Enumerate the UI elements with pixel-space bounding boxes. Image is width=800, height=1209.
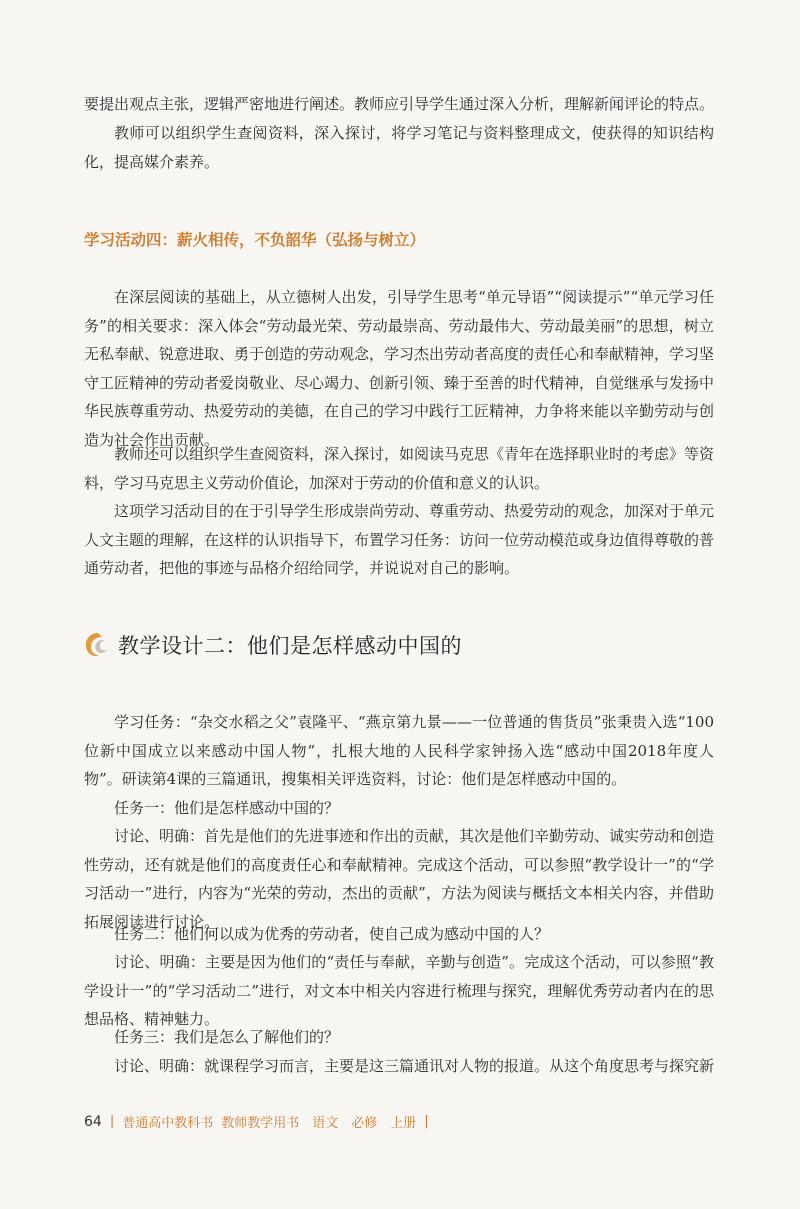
page-footer <box>84 1112 429 1131</box>
intro-paragraph-2: 教师可以组织学生查阅资料，深入探讨，将学习笔记与资料整理成文，使获得的知识结构化，提高媒介素养。 <box>84 124 714 171</box>
page-number: 64 <box>84 1113 102 1130</box>
activity-four-heading: 学习活动四：薪火相传，不负韶华（弘扬与树立） <box>84 231 426 249</box>
footer-separator-end: | <box>424 1114 429 1129</box>
task-one-question: 任务一：他们是怎样感动中国的？ <box>114 799 340 817</box>
activity-four-paragraph-3: 这项学习活动目的在于引导学生形成崇尚劳动、尊重劳动、热爱劳动的观念，加深对于单元人文主题的理解，在这样的认识指导下，布置学习任务：访问一位劳动模范或身边值得尊敬的普通劳动者，把他的事迹与品格介绍给同学，并说说对自己的影响。 <box>84 502 715 577</box>
task-three-question: 任务三：我们是怎么了解他们的？ <box>114 1028 340 1046</box>
design-two-title: 教学设计二：他们是怎样感动中国的 <box>118 634 462 658</box>
task-three-discussion: 讨论、明确：就课程学习而言，主要是这三篇通讯对人物的报道。从这个角度思考与探究新 <box>114 1057 715 1075</box>
book-title: 普通高中教科书 <box>122 1116 214 1131</box>
book-subtitle: 教师教学用书 语文 必修 上册 <box>221 1116 417 1131</box>
footer-separator: | <box>109 1114 115 1129</box>
swirl-leaf-icon <box>82 630 112 660</box>
activity-four-paragraph-2: 教师还可以组织学生查阅资料，深入探讨，如阅读马克思《青年在选择职业时的考虑》等资料，学习马克思主义劳动价值论，加深对于劳动的价值和意义的认识。 <box>84 445 715 492</box>
design-two-heading <box>82 630 462 660</box>
design-two-task-paragraph: 学习任务：“杂交水稻之父”袁隆平、“燕京第九景——一位普通的售货员”张秉贵入选“100位新中国成立以来感动中国人物”，扎根大地的人民科学家钟扬入选“感动中国2018年度人物”。研读第4课的三篇通讯，搜集相关评选资料，讨论：他们是怎样感动中国的。 <box>84 713 714 788</box>
intro-paragraph-1: 要提出观点主张，逻辑严密地进行阐述。教师应引导学生通过深入分析，理解新闻评论的特点。 <box>84 95 715 113</box>
task-two-question: 任务二：他们何以成为优秀的劳动者，使自己成为感动中国的人？ <box>114 925 550 943</box>
task-one-discussion: 讨论、明确：首先是他们的先进事迹和作出的贡献，其次是他们辛勤劳动、诚实劳动和创造性劳动，还有就是他们的高度责任心和奉献精神。完成这个活动，可以参照“教学设计一”的“学习活动一”进行，内容为“光荣的劳动，杰出的贡献”，方法为阅读与概括文本相关内容，并借助拓展阅读进行讨论。 <box>84 827 715 931</box>
activity-four-paragraph-1: 在深层阅读的基础上，从立德树人出发，引导学生思考“单元导语”“阅读提示”“单元学习任务”的相关要求：深入体会“劳动最光荣、劳动最崇高、劳动最伟大、劳动最美丽”的思想，树立无私奉献、锐意进取、勇于创造的劳动观念，学习杰出劳动者高度的责任心和奉献精神，学习坚守工匠精神的劳动者爱岗敬业、尽心竭力、创新引领、臻于至善的时代精神，自觉继承与发扬中华民族尊重劳动、热爱劳动的美德，在自己的学习中践行工匠精神，力争将来能以辛勤劳动与创造为社会作出贡献。 <box>84 288 715 449</box>
task-two-discussion: 讨论、明确：主要是因为他们的“责任与奉献，辛勤与创造”。完成这个活动，可以参照“教学设计一”的“学习活动二”进行，对文本中相关内容进行梳理与探究，理解优秀劳动者内在的思想品格、精神魅力。 <box>84 953 714 1028</box>
